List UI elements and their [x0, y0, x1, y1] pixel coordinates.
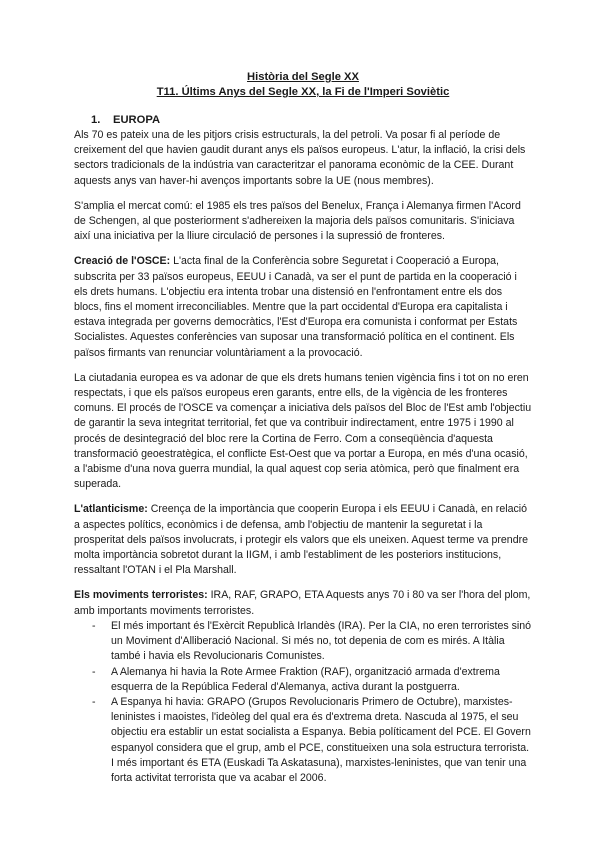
paragraph-osce: [74, 254, 532, 360]
section-title: EUROPA: [113, 114, 161, 126]
list-item: - A Espanya hi havia: GRAPO (Grupos Revolucionaris Primero de Octubre), marxistes-leninistes i maoistes, l'ideòleg del qual era és d'extrema dreta. Nascuda al 1975, el seu objectiu era establir un estat socialista a Espanya. Bebia políticament del PCE. El Govern espanyol considera que el grup, amb el PCE, constitueixen una sola estructura terrorista. I més important és ETA (Euskadi Ta Askatasuna), marxistes-leninistes, que van tenir una forta activitat terrorista que va acabar el 2006.: [92, 695, 532, 786]
section-number: 1.: [91, 114, 101, 126]
osce-body: L'acta final de la Conferència sobre Seguretat i Cooperació a Europa, subscrita per 33 països europeus, EEUU i Canadà, va ser el punt de partida en la cooperació i els drets humans. L'objectiu era intenta trobar una distensió en l'enfrontament entre els dos blocs, fins el moment irreconciliables. Mentre que la part occidental d'Europa era capitalista i estava integrada per governs democràtics, l'Est d'Europa era comunista i conformat per Estats Socialistes. Aquestes conferències van suposar una transformació política en el continent. Els països firmants van renunciar voluntàriament a la provocació.: [74, 255, 518, 359]
paragraph-atlanticism: [74, 502, 532, 578]
paragraph-human-rights: La ciutadania europea es va adonar de que els drets humans tenien vigència fins i tot on no eren respectats, i que els països europeus eren garants, entre ells, de la vigència de les fronteres comuns. El procés de l'OSCE va començar a iniciativa dels països del Bloc de l'Est amb l'objectiu de garantir la seva integritat territorial, fet que va contribuir indirectament, entre 1975 i 1990 al procés de desintegració del bloc rere la Cortina de Ferro. Com a conseqüència d'aquesta transformació geoestratègica, el conflicte Est-Oest que va portar a Europa, en més d'una ocasió, a l'abisme d'una nova guerra mundial, la qual aquest cop seria atòmica, però que finalment era superada.: [74, 371, 532, 491]
atlanticism-lead: L'atlanticisme:: [74, 503, 148, 516]
list-item: - A Alemanya hi havia la Rote Armee Fraktion (RAF), organització armada d'extrema esquerra de la República Federal d'Alemanya, activa durant la postguerra.: [92, 665, 532, 695]
document-subtitle: T11. Últims Anys del Segle XX, la Fi de l'Imperi Soviètic: [156, 86, 450, 98]
section-heading: [74, 113, 532, 128]
list-item: - El més important és l'Exèrcit Republicà Irlandès (IRA). Per la CIA, no eren terroristes sinó un Moviment d'Alliberació Nacional. Si més no, tot depenia de com es mirés. A Itàlia també i havia els Revolucionaris Comunistes.: [92, 619, 532, 665]
terrorism-lead: Els moviments terroristes:: [74, 589, 208, 602]
atlanticism-body: Creença de la importància que cooperin Europa i els EEUU i Canadà, en relació a aspectes polítics, econòmics i de defensa, amb l'objectiu de mantenir la seguretat i la prosperitat dels països involucrats, i protegir els valors que els uneixen. Aquest terme va prendre molta importància sobretot durant la IIGM, i amb l'establiment de les posteriors institucions, ressaltant l'OTAN i el Pla Marshall.: [74, 503, 529, 577]
document-title: Història del Segle XX: [247, 71, 359, 83]
terrorism-body: IRA, RAF, GRAPO, ETA Aquests anys 70 i 80 va ser l'hora del plom, amb importants moviments terroristes.: [74, 589, 531, 617]
terrorism-list: [74, 619, 532, 786]
paragraph-schengen: S'amplia el mercat comú: el 1985 els tres països del Benelux, França i Alemanya firmen l'Acord de Schengen, al que posteriorment s'adhereixen la majoria dels països comunitaris. S'iniciava així una iniciativa per la lliure circulació de persones i la supressió de fronteres.: [74, 199, 521, 243]
paragraph-oil-crisis: Als 70 es pateix una de les pitjors crisis estructurals, la del petroli. Va posar fi al període de creixement del que havien gaudit durant anys els països europeus. L'atur, la inflació, la crisi dels sectors tradicionals de la indústria van caracteritzar el panorama econòmic de la CEE. Durant aquests anys van haver-hi avenços importants sobre la UE (nous membres).: [74, 129, 526, 187]
paragraph-terrorism: [74, 588, 532, 618]
osce-lead: Creació de l'OSCE:: [74, 255, 171, 268]
